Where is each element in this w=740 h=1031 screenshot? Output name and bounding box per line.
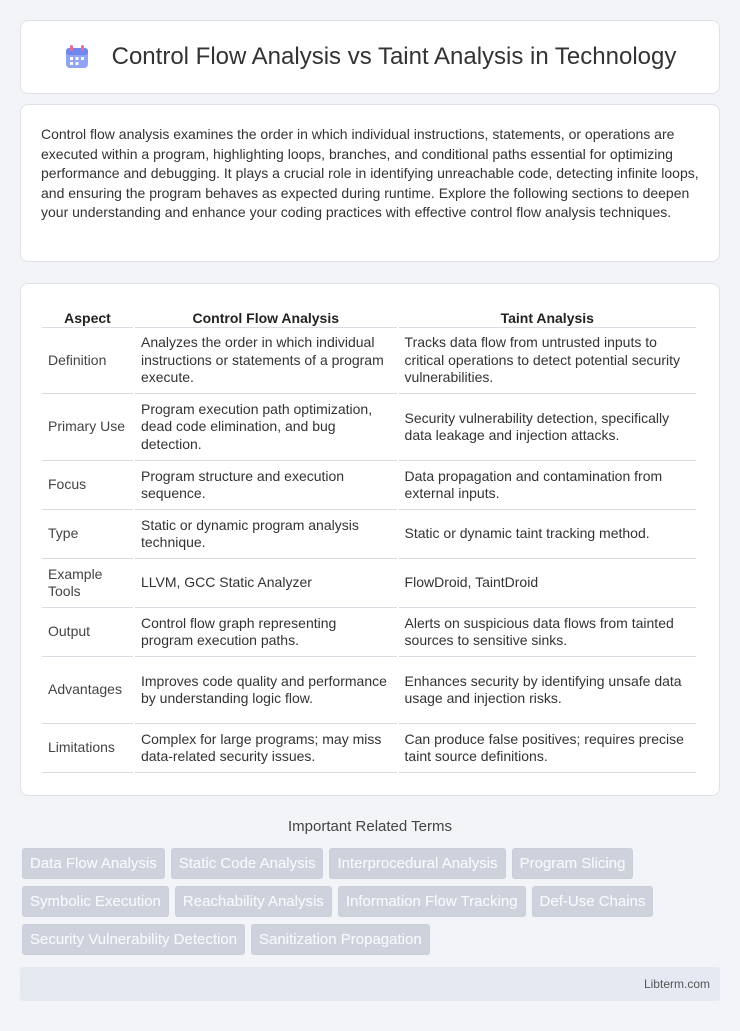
calendar-icon <box>64 44 90 70</box>
page-title: Control Flow Analysis vs Taint Analysis in Technology <box>111 43 677 70</box>
row-control-flow: Analyzes the order in which individual instructions or statements of a program execute. <box>135 328 397 394</box>
related-term-tag[interactable]: Sanitization Propagation <box>251 924 430 955</box>
related-term-tag[interactable]: Information Flow Tracking <box>338 886 526 917</box>
comparison-card <box>20 283 720 796</box>
row-aspect: Example Tools <box>42 559 133 608</box>
row-aspect: Definition <box>42 328 133 394</box>
row-control-flow: Control flow graph representing program execution paths. <box>135 608 397 657</box>
footer <box>20 967 720 1001</box>
row-aspect: Advantages <box>42 657 133 724</box>
related-term-tag[interactable]: Interprocedural Analysis <box>329 848 505 879</box>
row-taint: Can produce false positives; requires precise taint source definitions. <box>399 724 696 773</box>
table-row <box>42 657 696 724</box>
related-term-tag[interactable]: Program Slicing <box>512 848 634 879</box>
related-term-tag[interactable]: Def-Use Chains <box>532 886 654 917</box>
table-row <box>42 328 696 394</box>
header-taint: Taint Analysis <box>399 304 696 328</box>
table-header-row <box>42 304 696 328</box>
row-aspect: Focus <box>42 461 133 510</box>
row-control-flow: Program execution path optimization, dead code elimination, and bug detection. <box>135 394 397 461</box>
intro-text: Control flow analysis examines the order in which individual instructions, statements, or operations are executed within a program, highlighting loops, branches, and conditional paths essential for optimizing performance and debugging. It plays a crucial role in identifying unreachable code, detecting infinite loops, and ensuring the program behaves as expected during runtime. Explore the following sections to deepen your understanding and enhance your coding practices with effective control flow analysis techniques. <box>41 126 699 220</box>
row-taint: Tracks data flow from untrusted inputs to critical operations to detect potential security vulnerabilities. <box>399 328 696 394</box>
header-aspect: Aspect <box>42 304 133 328</box>
table-row <box>42 510 696 559</box>
related-term-tag[interactable]: Static Code Analysis <box>171 848 324 879</box>
comparison-table <box>40 304 698 773</box>
table-row <box>42 724 696 773</box>
row-control-flow: LLVM, GCC Static Analyzer <box>135 559 397 608</box>
related-term-tag[interactable]: Data Flow Analysis <box>22 848 165 879</box>
table-row <box>42 461 696 510</box>
related-term-tag[interactable]: Security Vulnerability Detection <box>22 924 245 955</box>
related-terms-title: Important Related Terms <box>288 818 452 835</box>
row-taint: Static or dynamic taint tracking method. <box>399 510 696 559</box>
row-taint: Enhances security by identifying unsafe data usage and injection risks. <box>399 657 696 724</box>
row-taint: Alerts on suspicious data flows from tainted sources to sensitive sinks. <box>399 608 696 657</box>
related-terms-list <box>22 848 712 955</box>
row-aspect: Output <box>42 608 133 657</box>
table-row <box>42 394 696 461</box>
row-control-flow: Improves code quality and performance by understanding logic flow. <box>135 657 397 724</box>
footer-site-link[interactable]: Libterm.com <box>643 977 710 991</box>
related-term-tag[interactable]: Reachability Analysis <box>175 886 332 917</box>
row-aspect: Primary Use <box>42 394 133 461</box>
row-aspect: Limitations <box>42 724 133 773</box>
header-control-flow: Control Flow Analysis <box>135 304 397 328</box>
row-taint: Data propagation and contamination from external inputs. <box>399 461 696 510</box>
table-row <box>42 559 696 608</box>
row-taint: Security vulnerability detection, specifically data leakage and injection attacks. <box>399 394 696 461</box>
row-taint: FlowDroid, TaintDroid <box>399 559 696 608</box>
related-term-tag[interactable]: Symbolic Execution <box>22 886 169 917</box>
intro-card <box>20 104 720 262</box>
row-control-flow: Static or dynamic program analysis technique. <box>135 510 397 559</box>
row-control-flow: Complex for large programs; may miss data-related security issues. <box>135 724 397 773</box>
row-aspect: Type <box>42 510 133 559</box>
table-row <box>42 608 696 657</box>
row-control-flow: Program structure and execution sequence. <box>135 461 397 510</box>
header-card <box>20 20 720 94</box>
